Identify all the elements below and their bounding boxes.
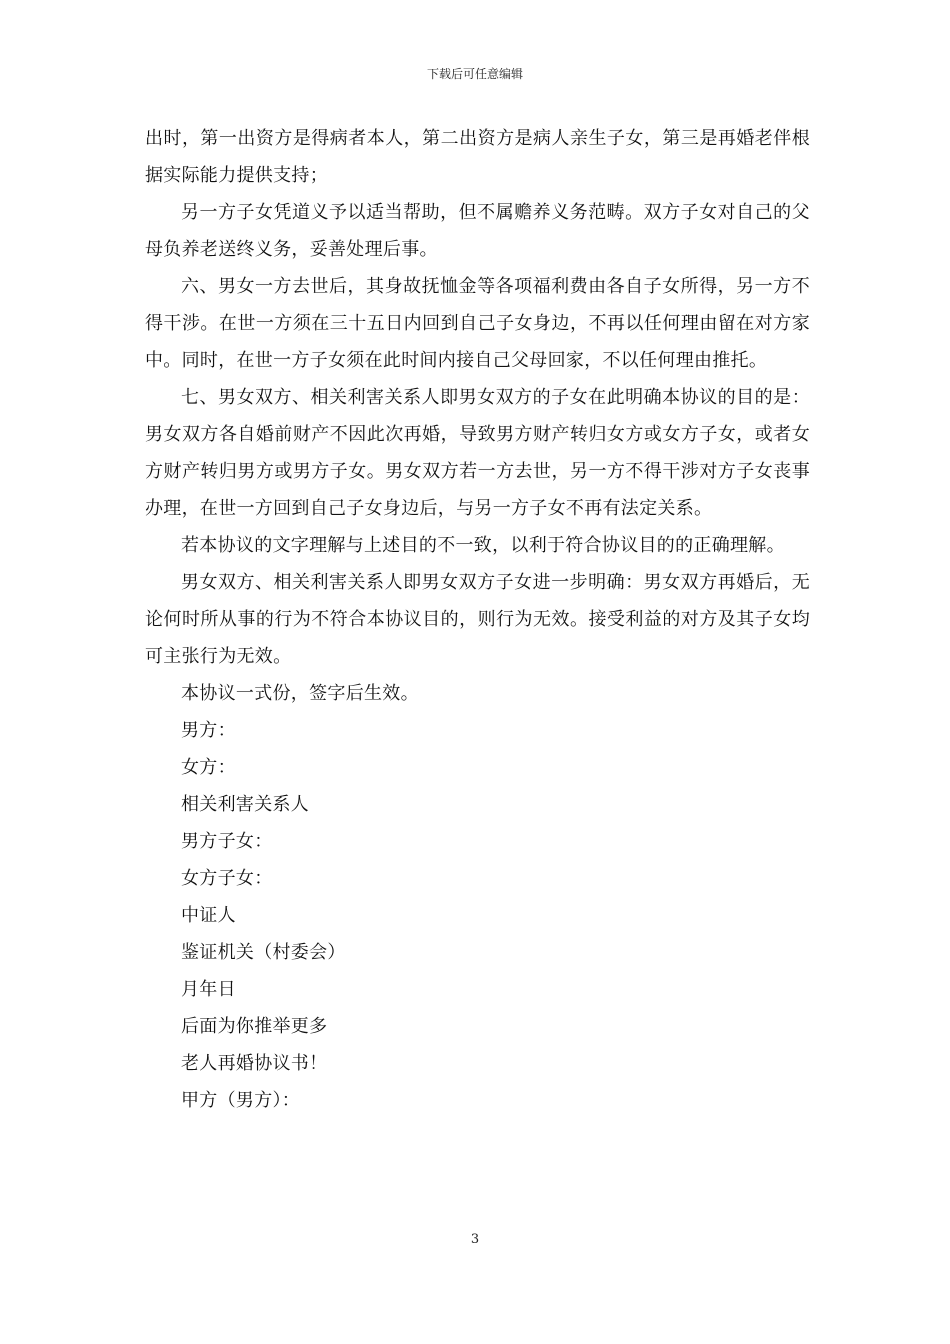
page-header: 下载后可任意编辑 bbox=[426, 67, 523, 81]
paragraph-4: 七、男女双方、相关利害关系人即男女双方的子女在此明确本协议的目的是：男女双方各自婚前财产不因此次再婚，导致男方财产转归女方或女方子女，或者女方财产转归男方或男方子女。男女双方若一方去世，另一方不得干涉对方子女丧事办理，在世一方回到自己子女身边后，与另一方子女不再有法定关系。 bbox=[145, 387, 810, 519]
signature-line-interested-parties: 相关利害关系人 bbox=[181, 794, 310, 815]
paragraph-3: 六、男女一方去世后，其身故抚恤金等各项福利费由各自子女所得，另一方不得干涉。在世一方须在三十五日内回到自己子女身边，不再以任何理由留在对方家中。同时，在世一方子女须在此时间内接自己父母回家，不以任何理由推托。 bbox=[145, 276, 810, 371]
signature-line-female-children: 女方子女： bbox=[181, 868, 273, 889]
page-number: 3 bbox=[470, 1232, 480, 1247]
paragraph-2: 另一方子女凭道义予以适当帮助，但不属赡养义务范畴。双方子女对自己的父母负养老送终义务，妥善处理后事。 bbox=[145, 202, 810, 260]
party-a-line: 甲方（男方）： bbox=[181, 1090, 301, 1111]
paragraph-5: 若本协议的文字理解与上述目的不一致，以利于符合协议目的的正确理解。 bbox=[181, 535, 785, 556]
signature-line-authority: 鉴证机关（村委会） bbox=[181, 942, 346, 963]
signature-line-witness: 中证人 bbox=[181, 905, 236, 926]
paragraph-1: 出时，第一出资方是得病者本人，第二出资方是病人亲生子女，第三是再婚老伴根据实际能力提供支持； bbox=[145, 128, 810, 186]
date-line: 月年日 bbox=[181, 979, 236, 1000]
section-title: 老人再婚协议书！ bbox=[181, 1053, 328, 1074]
signature-line-female: 女方： bbox=[181, 757, 236, 778]
signature-line-male: 男方： bbox=[181, 720, 236, 741]
paragraph-7: 本协议一式份，签字后生效。 bbox=[181, 683, 419, 704]
signature-line-male-children: 男方子女： bbox=[181, 831, 273, 852]
paragraph-6: 男女双方、相关利害关系人即男女双方子女进一步明确：男女双方再婚后，无论何时所从事的行为不符合本协议目的，则行为无效。接受利益的对方及其子女均可主张行为无效。 bbox=[145, 572, 810, 667]
recommendation-line: 后面为你推举更多 bbox=[181, 1016, 328, 1037]
document-body bbox=[145, 120, 810, 1119]
